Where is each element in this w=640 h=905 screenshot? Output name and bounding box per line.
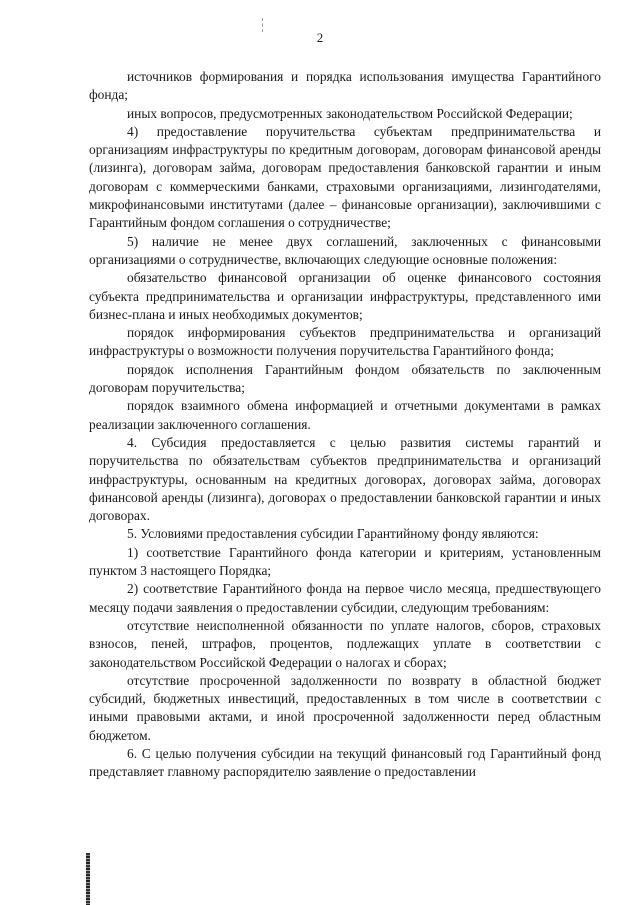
document-body (89, 68, 601, 782)
paragraph: 2) соответствие Гарантийного фонда на первое число месяца, предшествующего месяцу подачи заявления о предоставлении субсидии, следующим требованиям: (89, 581, 601, 615)
paragraph: 1) соответствие Гарантийного фонда категории и критериям, установленным пунктом 3 настоящего Порядка; (89, 544, 601, 579)
scan-artifact-bottom (86, 853, 90, 905)
paragraph: порядок исполнения Гарантийным фондом обязательств по заключенным договорам поручительства; (89, 361, 601, 396)
paragraph: порядок информирования субъектов предпринимательства и организаций инфраструктуры о возможности получения поручительства Гарантийного фонда; (89, 325, 601, 359)
paragraph: 5) наличие не менее двух соглашений, заключенных с финансовыми организациями о сотрудничестве, включающих следующие основные положения: (89, 233, 601, 267)
paragraph: 5. Условиями предоставления субсидии Гарантийному фонду являются: (127, 526, 539, 542)
paragraph: порядок взаимного обмена информацией и отчетными документами в рамках реализации заключенного соглашения. (89, 398, 601, 432)
paragraph: 4) предоставление поручительства субъектам предпринимательства и организациям инфраструктуры по кредитным договорам, договорам финансовой аренды (лизинга), договорам займа, договорам предоставления банковской гарантии и иным договорам с коммерческими банками, страховыми организациями, лизингодателями, микрофинансовыми институтами (далее – финансовые организации), заключившими с Гарантийным фондом соглашения о сотрудничестве; (89, 123, 601, 231)
paragraph: 4. Субсидия предоставляется с целью развития системы гарантий и поручительства по обязательствам субъектов предпринимательства и организаций инфраструктуры, основанным на кредитных договорах, договорах займа, договорах финансовой аренды (лизинга), договорах о предоставлении банковской гарантии и иных договорах. (89, 434, 601, 524)
paragraph: 6. С целью получения субсидии на текущий финансовый год Гарантийный фонд представляет главному распорядителю заявление о предоставлении (89, 745, 601, 780)
paragraph: источников формирования и порядка использования имущества Гарантийного фонда; (89, 69, 601, 103)
paragraph: иных вопросов, предусмотренных законодательством Российской Федерации; (127, 105, 573, 121)
paragraph: обязательство финансовой организации об оценке финансового состояния субъекта предпринимательства и организации инфраструктуры, представленного ими бизнес-плана и иных необходимых документов; (89, 270, 601, 322)
paragraph: отсутствие просроченной задолженности по возврату в областной бюджет субсидий, бюджетных инвестиций, предоставленных в том числе в соответствии с иными правовыми актами, и иной просроченной задолженности перед областным бюджетом. (89, 672, 601, 743)
page-number: 2 (316, 30, 324, 45)
paragraph: отсутствие неисполненной обязанности по уплате налогов, сборов, страховых взносов, пеней, штрафов, процентов, подлежащих уплате в соответствии с законодательством Российской Федерации о налогах и сборах; (89, 617, 601, 670)
